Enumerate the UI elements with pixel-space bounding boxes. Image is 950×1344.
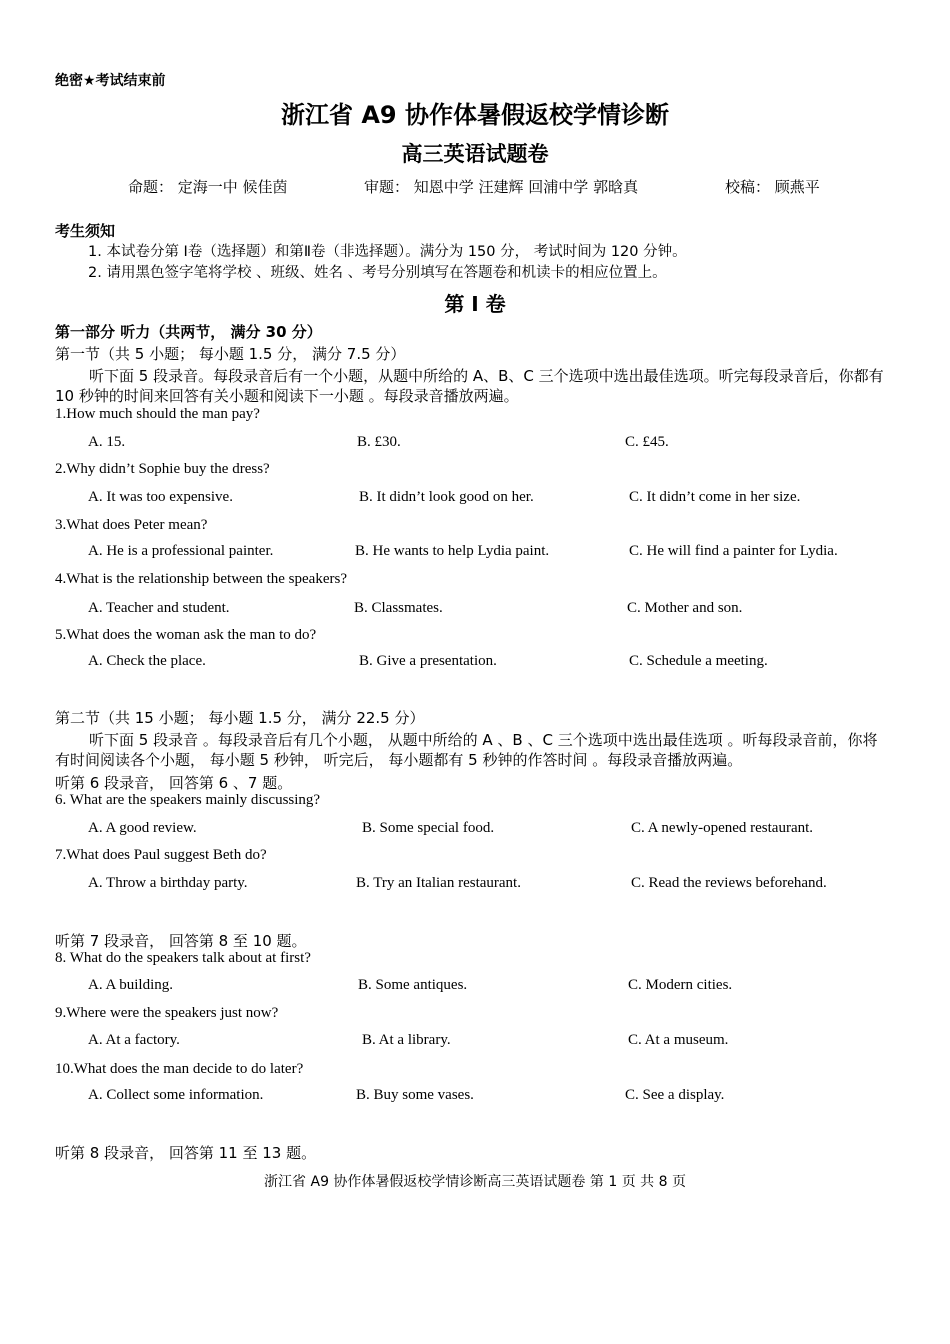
question-4: 4.What is the relationship between the speakers? [55,571,347,587]
option-a: A. Collect some information. [88,1087,264,1103]
option-b: B. Some special food. [362,820,495,836]
question-3: 3.What does Peter mean? [55,517,208,533]
option-c: C. Read the reviews beforehand. [631,875,827,891]
option-b: B. It didn’t look good on her. [359,489,534,505]
option-a: A. Throw a birthday party. [88,875,248,891]
question-9: 9.Where were the speakers just now? [55,1005,279,1021]
group-heading: 听第 8 段录音， 回答第 11 至 13 题。 [55,1144,317,1162]
volume-title: 第 I 卷 [444,292,506,316]
question-8: 8. What do the speakers talk about at first? [55,950,311,966]
option-a: A. A good review. [88,820,197,836]
option-b: B. Classmates. [354,600,443,616]
option-c: C. A newly-opened restaurant. [631,820,814,836]
option-c: C. Schedule a meeting. [629,653,768,669]
option-c: C. Modern cities. [628,977,733,993]
part1-heading: 第一部分 听力（共两节， 满分 30 分） [55,323,322,341]
option-a: A. It was too expensive. [88,489,233,505]
option-b: B. £30. [357,434,401,450]
confidential-label: 绝密★考试结束前 [55,73,166,89]
option-c: C. It didn’t come in her size. [629,489,801,505]
notice-item: 2. 请用黑色签字笔将学校 、班级、姓名 、考号分别填写在答题卷和机读卡的相应位置上。 [88,265,667,281]
option-c: C. See a display. [625,1087,725,1103]
group-heading: 听第 6 段录音， 回答第 6 、7 题。 [55,774,293,792]
question-6: 6. What are the speakers mainly discussing? [55,792,321,808]
section2-instructions: 听下面 5 段录音 。每段录音后有几个小题， 从题中所给的 A 、B 、C 三个选项中选出最佳选项 。听每段录音前，你将有时间阅读各个小题， 每小题 5 秒钟， 听完后， 每小题都有 5 秒钟的作答时间 。每段录音播放两遍。 [55,731,878,769]
proofreader-text: 校稿： 顾燕平 [725,178,820,196]
option-b: B. At a library. [362,1032,451,1048]
notice-heading: 考生须知 [55,222,116,240]
option-b: B. Give a presentation. [359,653,497,669]
page-footer: 浙江省 A9 协作体暑假返校学情诊断高三英语试题卷 第 1 页 共 8 页 [264,1174,686,1190]
option-b: B. Buy some vases. [356,1087,474,1103]
group-heading: 听第 7 段录音， 回答第 8 至 10 题。 [55,932,307,950]
proposer-text: 命题： 定海一中 候佳茵 [128,178,288,196]
option-b: B. Some antiques. [358,977,468,993]
option-c: C. At a museum. [628,1032,729,1048]
option-c: C. £45. [625,434,669,450]
option-a: A. At a factory. [88,1032,180,1048]
option-b: B. Try an Italian restaurant. [356,875,521,891]
question-7: 7.What does Paul suggest Beth do? [55,847,267,863]
section1-heading: 第一节（共 5 小题； 每小题 1.5 分， 满分 7.5 分） [55,345,406,363]
exam-title: 浙江省 A9 协作体暑假返校学情诊断 [281,101,669,129]
option-a: A. He is a professional painter. [88,543,274,559]
option-c: C. Mother and son. [627,600,743,616]
exam-subtitle: 高三英语试题卷 [401,142,549,166]
option-c: C. He will find a painter for Lydia. [629,543,838,559]
question-2: 2.Why didn’t Sophie buy the dress? [55,461,270,477]
option-b: B. He wants to help Lydia paint. [355,543,550,559]
option-a: A. A building. [88,977,174,993]
option-a: A. Check the place. [88,653,206,669]
option-a: A. Teacher and student. [88,600,230,616]
section2-heading: 第二节（共 15 小题； 每小题 1.5 分， 满分 22.5 分） [55,709,425,727]
section1-instructions: 听下面 5 段录音。每段录音后有一个小题，从题中所给的 A、B、C 三个选项中选出最佳选项。听完每段录音后，你都有 10 秒钟的时间来回答有关小题和阅读下一小题 。每段录音播放两遍。 [55,367,884,405]
question-5: 5.What does the woman ask the man to do? [55,627,317,643]
notice-item: 1. 本试卷分第 Ⅰ卷（选择题）和第Ⅱ卷（非选择题）。满分为 150 分， 考试时间为 120 分钟。 [88,244,687,260]
question-1: 1.How much should the man pay? [55,406,260,422]
reviewer-text: 审题： 知恩中学 汪建辉 回浦中学 郭晗真 [364,178,639,196]
option-a: A. 15. [88,434,126,450]
question-10: 10.What does the man decide to do later? [55,1061,304,1077]
